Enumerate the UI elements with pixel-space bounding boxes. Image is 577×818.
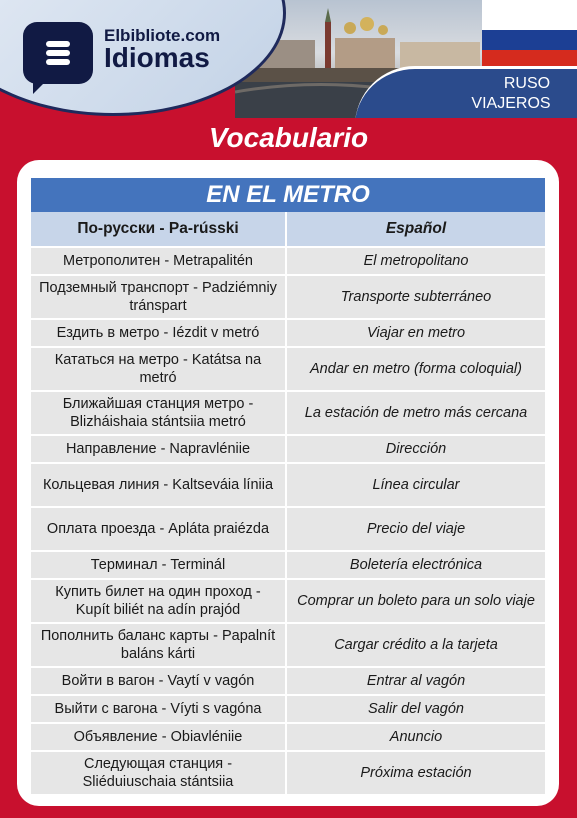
russian-term: Следующая станция - Sliéduiuschaia stántsiia	[31, 752, 287, 794]
table-title: EN EL METRO	[31, 178, 545, 212]
russian-term: Ближайшая станция метро - Blizháishaia stántsiia metró	[31, 392, 287, 434]
brand-name: Idiomas	[104, 42, 210, 73]
vocabulary-card	[17, 160, 559, 806]
spanish-term: Próxima estación	[287, 752, 545, 794]
russian-term: Пополнить баланс карты - Papalnít baláns kárti	[31, 624, 287, 666]
vocabulary-table	[31, 178, 545, 796]
table-row	[31, 508, 545, 552]
table-row	[31, 248, 545, 276]
course-tag: VIAJEROS	[471, 95, 551, 112]
table-row	[31, 668, 545, 696]
russian-term: Выйти с вагона - Víyti s vagóna	[31, 696, 287, 722]
russian-term: Терминал - Terminál	[31, 552, 287, 578]
table-row	[31, 552, 545, 580]
section-title: Vocabulario	[208, 122, 369, 153]
table-row	[31, 276, 545, 320]
russian-term: Ездить в метро - Iézdit v metró	[31, 320, 287, 346]
russian-term: Направление - Napravléniie	[31, 436, 287, 462]
column-header-russian: По-русски - Pa-rússki	[31, 212, 287, 246]
table-row	[31, 696, 545, 724]
brand-site: Elbibliote.com	[104, 26, 221, 45]
language-tag: RUSO	[503, 75, 551, 92]
table-row	[31, 436, 545, 464]
table-row	[31, 320, 545, 348]
russian-term: Кольцевая линия - Kaltseváia líniia	[31, 464, 287, 506]
spanish-term: Boletería electrónica	[287, 552, 545, 578]
spanish-term: El metropolitano	[287, 248, 545, 274]
spanish-term: Dirección	[287, 436, 545, 462]
spanish-term: La estación de metro más cercana	[287, 392, 545, 434]
spanish-term: Comprar un boleto para un solo viaje	[287, 580, 545, 622]
russian-term: Подземный транспорт - Padziémniy tránspart	[31, 276, 287, 318]
russian-term: Кататься на метро - Katátsa na metró	[31, 348, 287, 390]
table-row	[31, 624, 545, 668]
russian-term: Метрополитен - Metrapalitén	[31, 248, 287, 274]
spanish-term: Viajar en metro	[287, 320, 545, 346]
russian-term: Оплата проезда - Apláta praiézda	[31, 508, 287, 550]
spanish-term: Precio del viaje	[287, 508, 545, 550]
table-row	[31, 392, 545, 436]
column-header-spanish: Español	[287, 212, 545, 246]
russian-term: Войти в вагон - Vaytí v vagón	[31, 668, 287, 694]
spanish-term: Salir del vagón	[287, 696, 545, 722]
spanish-term: Andar en metro (forma coloquial)	[287, 348, 545, 390]
table-row	[31, 464, 545, 508]
spanish-term: Entrar al vagón	[287, 668, 545, 694]
table-row	[31, 348, 545, 392]
column-header-row	[31, 212, 545, 248]
russian-term: Купить билет на один проход - Kupít biliét na adín prajód	[31, 580, 287, 622]
table-row	[31, 752, 545, 796]
spanish-term: Anuncio	[287, 724, 545, 750]
spanish-term: Cargar crédito a la tarjeta	[287, 624, 545, 666]
russian-term: Объявление - Obiavléniie	[31, 724, 287, 750]
logo-icon	[23, 22, 93, 84]
header	[0, 0, 577, 118]
table-row	[31, 724, 545, 752]
spanish-term: Línea circular	[287, 464, 545, 506]
table-row	[31, 580, 545, 624]
spanish-term: Transporte subterráneo	[287, 276, 545, 318]
